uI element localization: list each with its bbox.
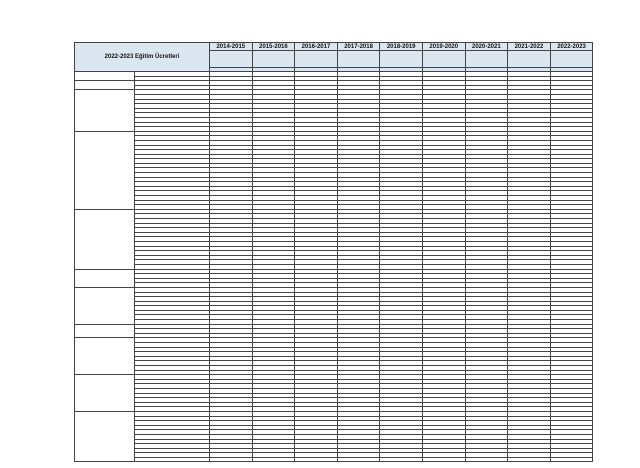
fee-cell (295, 457, 338, 462)
faculty-name (75, 81, 135, 90)
year-header: 2021-2022 (508, 43, 551, 51)
year-note (380, 51, 423, 68)
year-note (550, 51, 593, 68)
fee-cell (380, 457, 423, 462)
year-header: 2020-2021 (465, 43, 508, 51)
fee-cell (508, 457, 551, 462)
year-header: 2022-2023 (550, 43, 593, 51)
faculty-name (75, 287, 135, 324)
faculty-name (75, 324, 135, 338)
faculty-name (75, 375, 135, 412)
fee-cell (210, 457, 253, 462)
year-header: 2019-2020 (422, 43, 465, 51)
year-header: 2016-2017 (295, 43, 338, 51)
year-header-row (75, 43, 593, 51)
year-header: 2018-2019 (380, 43, 423, 51)
tuition-sheet (74, 42, 593, 468)
fee-cell (465, 457, 508, 462)
year-header: 2015-2016 (252, 43, 295, 51)
year-note (295, 51, 338, 68)
faculty-name (75, 209, 135, 269)
year-note (508, 51, 551, 68)
table-title: 2022-2023 Eğitim Ücretleri (75, 43, 210, 72)
tuition-body (75, 72, 593, 462)
fee-cell (550, 457, 593, 462)
year-header: 2014-2015 (210, 43, 253, 51)
year-note (252, 51, 295, 68)
fee-cell (337, 457, 380, 462)
tuition-table (74, 42, 593, 462)
faculty-name (75, 72, 135, 81)
faculty-name (75, 90, 135, 131)
year-note (210, 51, 253, 68)
faculty-name (75, 131, 135, 209)
table-row (75, 457, 593, 462)
faculty-name (75, 338, 135, 375)
faculty-name (75, 269, 135, 287)
year-note (422, 51, 465, 68)
year-note (465, 51, 508, 68)
year-header: 2017-2018 (337, 43, 380, 51)
faculty-name (75, 411, 135, 462)
fee-cell (422, 457, 465, 462)
fee-cell (252, 457, 295, 462)
year-note (337, 51, 380, 68)
program-name (135, 457, 210, 462)
